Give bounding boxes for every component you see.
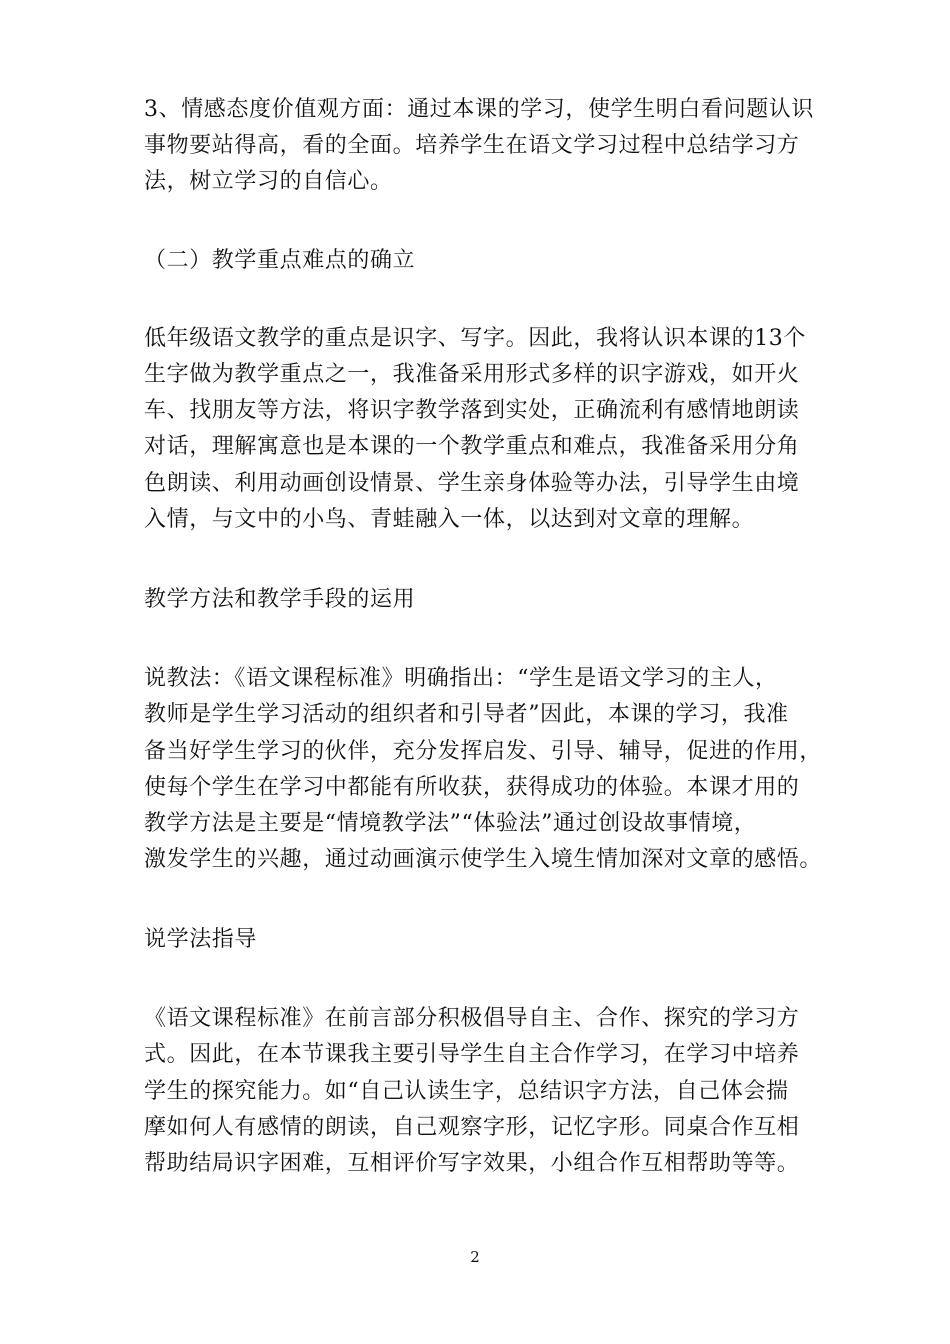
page-number: 2	[470, 1248, 480, 1266]
paragraph-key-points-line-2: 生字做为教学重点之一，我准备采用形式多样的识字游戏，如开火	[144, 362, 800, 387]
paragraph-affective-goals-line-2: 事物要站得高，看的全面。培养学生在语文学习过程中总结学习方	[144, 133, 800, 158]
paragraph-teaching-method-line-6: 激发学生的兴趣，通过动画演示使学生入境生情加深对文章的感悟。	[144, 847, 823, 872]
paragraph-key-points-line-5: 色朗读、利用动画创设情景、学生亲身体验等办法，引导学生由境	[144, 471, 800, 496]
paragraph-learning-method-line-2: 式。因此，在本节课我主要引导学生自主合作学习，在学习中培养	[144, 1042, 800, 1067]
paragraph-teaching-method-line-4: 使每个学生在学习中都能有所收获，获得成功的体验。本课才用的	[144, 775, 800, 800]
paragraph-learning-method-line-1: 《语文课程标准》在前言部分积极倡导自主、合作、探究的学习方	[144, 1006, 800, 1031]
paragraph-teaching-method-line-3: 备当好学生学习的伙伴，充分发挥启发、引导、辅导，促进的作用，	[144, 739, 823, 764]
paragraph-teaching-method-line-5: 教学方法是主要是“情境教学法”“体验法”通过创设故事情境，	[144, 811, 757, 836]
heading-key-points: （二）教学重点难点的确立	[144, 248, 416, 273]
heading-learning-guidance: 说学法指导	[144, 927, 258, 952]
paragraph-key-points-line-4: 对话，理解寓意也是本课的一个教学重点和难点，我准备采用分角	[144, 434, 800, 459]
paragraph-learning-method-line-4: 摩如何人有感情的朗读，自己观察字形，记忆字形。同桌合作互相	[144, 1115, 800, 1140]
paragraph-affective-goals-line-1: 3、情感态度价值观方面：通过本课的学习，使学生明白看问题认识	[144, 97, 814, 122]
paragraph-key-points-line-1: 低年级语文教学的重点是识字、写字。因此，我将认识本课的13个	[144, 326, 806, 351]
paragraph-learning-method-line-3: 学生的探究能力。如“自己认读生字，总结识字方法，自己体会揣	[144, 1079, 789, 1104]
heading-teaching-methods: 教学方法和教学手段的运用	[144, 587, 416, 612]
paragraph-learning-method-line-5: 帮助结局识字困难，互相评价写字效果，小组合作互相帮助等等。	[144, 1151, 800, 1176]
paragraph-key-points-line-3: 车、找朋友等方法，将识字教学落到实处，正确流利有感情地朗读	[144, 398, 800, 423]
paragraph-key-points-line-6: 入情，与文中的小鸟、青蛙融入一体，以达到对文章的理解。	[144, 507, 755, 532]
paragraph-affective-goals-line-3: 法，树立学习的自信心。	[144, 169, 393, 194]
paragraph-teaching-method-line-2: 教师是学生学习活动的组织者和引导者”因此，本课的学习，我准	[144, 702, 789, 727]
paragraph-teaching-method-line-1: 说教法：《语文课程标准》明确指出：“学生是语文学习的主人，	[144, 666, 778, 691]
